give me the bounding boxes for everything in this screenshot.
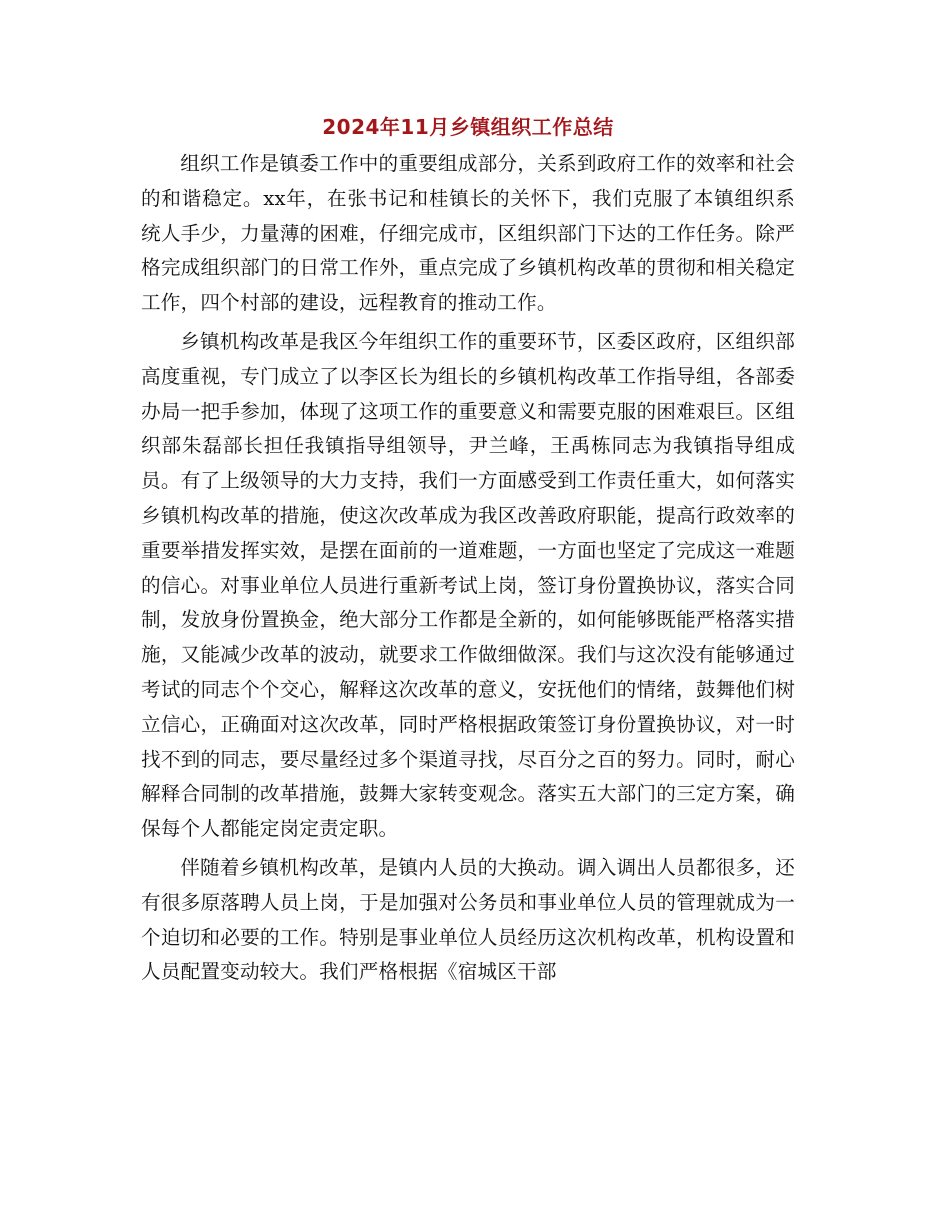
paragraph-2: 乡镇机构改革是我区今年组织工作的重要环节，区委区政府，区组织部高度重视，专门成立了以李区长为组长的乡镇机构改革工作指导组，各部委办局一把手参加，体现了这项工作的重要意义和需要克服的困难艰巨。区组织部朱磊部长担任我镇指导组领导，尹兰峰，王禹栋同志为我镇指导组成员。有了上级领导的大力支持，我们一方面感受到工作责任重大，如何落实乡镇机构改革的措施，使这次改革成为我区改善政府职能，提高行政效率的重要举措发挥实效，是摆在面前的一道难题，一方面也坚定了完成这一难题的信心。对事业单位人员进行重新考试上岗，签订身份置换协议，落实合同制，发放身份置换金，绝大部分工作都是全新的，如何能够既能严格落实措施，又能减少改革的波动，就要求工作做细做深。我们与这次没有能够通过考试的同志个个交心，解释这次改革的意义，安抚他们的情绪，鼓舞他们树立信心，正确面对这次改革，同时严格根据政策签订身份置换协议，对一时找不到的同志，要尽量经过多个渠道寻找，尽百分之百的努力。同时，耐心解释合同制的改革措施，鼓舞大家转变观念。落实五大部门的三定方案，确保每个人都能定岗定责定职。 [141,329,795,841]
paragraph-1: 组织工作是镇委工作中的重要组成部分，关系到政府工作的效率和社会的和谐稳定。xx年，在张书记和桂镇长的关怀下，我们克服了本镇组织系统人手少，力量薄的困难，仔细完成市，区组织部门下达的工作任务。除严格完成组织部门的日常工作外，重点完成了乡镇机构改革的贯彻和相关稳定工作，四个村部的建设，远程教育的推动工作。 [141,152,795,315]
paragraph-3: 伴随着乡镇机构改革，是镇内人员的大换动。调入调出人员都很多，还有很多原落聘人员上岗，于是加强对公务员和事业单位人员的管理就成为一个迫切和必要的工作。特别是事业单位人员经历这次机构改革，机构设置和人员配置变动较大。我们严格根据《宿城区干部 [141,855,795,984]
document-title: 2024年11月乡镇组织工作总结 [322,115,614,139]
